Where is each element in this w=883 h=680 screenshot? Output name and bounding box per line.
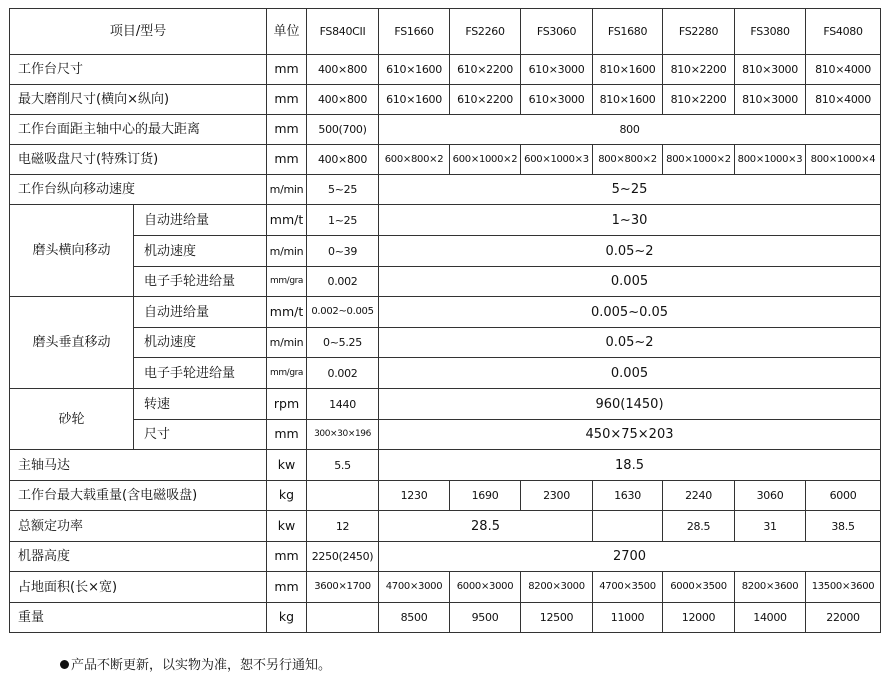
cell-value: 810×4000 bbox=[806, 55, 881, 85]
cell-value-merged: 0.05~2 bbox=[379, 236, 881, 267]
cell-value: 800×1000×3 bbox=[735, 145, 806, 175]
cell-value: 610×1600 bbox=[379, 55, 450, 85]
cell-value: 3600×1700 bbox=[307, 572, 379, 603]
cell-value: 610×2200 bbox=[450, 85, 521, 115]
row-unit: kg bbox=[267, 603, 307, 633]
cell-value-merged: 0.05~2 bbox=[379, 328, 881, 358]
cell-value: 5~25 bbox=[307, 175, 379, 205]
cell-value: 22000 bbox=[806, 603, 881, 633]
cell-value-merged: 0.005 bbox=[379, 267, 881, 297]
cell-value-merged: 960(1450) bbox=[379, 389, 881, 420]
row-unit: mm bbox=[267, 85, 307, 115]
row-vert-motor-speed bbox=[10, 328, 881, 358]
group-label: 磨头横向移动 bbox=[10, 205, 134, 297]
row-unit: mm/gra bbox=[267, 358, 307, 389]
row-spindle-motor bbox=[10, 450, 881, 481]
row-unit: rpm bbox=[267, 389, 307, 420]
cell-value bbox=[593, 511, 663, 542]
header-item: 项目/型号 bbox=[10, 9, 267, 55]
cell-value: 12500 bbox=[521, 603, 593, 633]
header-model: FS2280 bbox=[663, 9, 735, 55]
row-unit: m/min bbox=[267, 236, 307, 267]
cell-value-merged: 1~30 bbox=[379, 205, 881, 236]
header-model: FS1660 bbox=[379, 9, 450, 55]
row-max-load bbox=[10, 481, 881, 511]
cell-value: 6000×3500 bbox=[663, 572, 735, 603]
row-unit: mm/t bbox=[267, 205, 307, 236]
cell-value: 4700×3000 bbox=[379, 572, 450, 603]
cell-value: 5.5 bbox=[307, 450, 379, 481]
cell-value: 0~39 bbox=[307, 236, 379, 267]
cell-value: 6000 bbox=[806, 481, 881, 511]
cell-value: 810×2200 bbox=[663, 55, 735, 85]
row-total-power bbox=[10, 511, 881, 542]
row-wheel-size bbox=[10, 420, 881, 450]
row-label: 机动速度 bbox=[134, 328, 267, 358]
cell-value: 300×30×196 bbox=[307, 420, 379, 450]
cell-value: 400×800 bbox=[307, 145, 379, 175]
cell-value: 3060 bbox=[735, 481, 806, 511]
cell-value-merged: 18.5 bbox=[379, 450, 881, 481]
cell-value: 0.002~0.005 bbox=[307, 297, 379, 328]
row-unit: mm bbox=[267, 145, 307, 175]
row-unit: kw bbox=[267, 450, 307, 481]
row-unit: mm bbox=[267, 420, 307, 450]
cell-value: 38.5 bbox=[806, 511, 881, 542]
cell-value: 2250(2450) bbox=[307, 542, 379, 572]
spec-table bbox=[9, 8, 881, 633]
cell-value: 28.5 bbox=[663, 511, 735, 542]
cell-value: 810×4000 bbox=[806, 85, 881, 115]
row-cross-handwheel bbox=[10, 267, 881, 297]
row-max-grind bbox=[10, 85, 881, 115]
cell-value: 2300 bbox=[521, 481, 593, 511]
cell-value: 13500×3600 bbox=[806, 572, 881, 603]
row-label: 机器高度 bbox=[10, 542, 267, 572]
cell-value: 8500 bbox=[379, 603, 450, 633]
row-label: 总额定功率 bbox=[10, 511, 267, 542]
cell-value: 800×1000×2 bbox=[663, 145, 735, 175]
row-cross-auto-feed bbox=[10, 205, 881, 236]
cell-value: 1230 bbox=[379, 481, 450, 511]
cell-value: 8200×3000 bbox=[521, 572, 593, 603]
row-label: 工作台面距主轴中心的最大距离 bbox=[10, 115, 267, 145]
row-cross-motor-speed bbox=[10, 236, 881, 267]
row-unit: mm bbox=[267, 572, 307, 603]
row-label: 电子手轮进给量 bbox=[134, 358, 267, 389]
header-model: FS3080 bbox=[735, 9, 806, 55]
header-model: FS3060 bbox=[521, 9, 593, 55]
cell-value: 600×800×2 bbox=[379, 145, 450, 175]
row-floor-area bbox=[10, 572, 881, 603]
cell-value: 800×1000×4 bbox=[806, 145, 881, 175]
group-label: 磨头垂直移动 bbox=[10, 297, 134, 389]
row-label: 工作台尺寸 bbox=[10, 55, 267, 85]
cell-value-merged: 2700 bbox=[379, 542, 881, 572]
cell-value: 1630 bbox=[593, 481, 663, 511]
row-label: 最大磨削尺寸(横向×纵向) bbox=[10, 85, 267, 115]
cell-value: 4700×3500 bbox=[593, 572, 663, 603]
cell-value-merged: 28.5 bbox=[379, 511, 593, 542]
row-label: 重量 bbox=[10, 603, 267, 633]
row-table-size bbox=[10, 55, 881, 85]
header-unit: 单位 bbox=[267, 9, 307, 55]
footnote-text: 产品不断更新，以实物为准，恕不另行通知。 bbox=[71, 658, 332, 673]
header-model: FS1680 bbox=[593, 9, 663, 55]
row-vert-auto-feed bbox=[10, 297, 881, 328]
row-unit: mm bbox=[267, 55, 307, 85]
row-unit: mm bbox=[267, 115, 307, 145]
row-wheel-speed bbox=[10, 389, 881, 420]
cell-value-merged: 0.005 bbox=[379, 358, 881, 389]
cell-value: 610×3000 bbox=[521, 55, 593, 85]
cell-value: 0~5.25 bbox=[307, 328, 379, 358]
row-label: 电子手轮进给量 bbox=[134, 267, 267, 297]
header-model: FS840CII bbox=[307, 9, 379, 55]
cell-value-merged: 800 bbox=[379, 115, 881, 145]
row-unit: mm/gra bbox=[267, 267, 307, 297]
row-max-dist bbox=[10, 115, 881, 145]
cell-value: 810×1600 bbox=[593, 85, 663, 115]
cell-value: 12000 bbox=[663, 603, 735, 633]
row-unit: mm/t bbox=[267, 297, 307, 328]
cell-value: 600×1000×2 bbox=[450, 145, 521, 175]
cell-value: 500(700) bbox=[307, 115, 379, 145]
row-vert-handwheel bbox=[10, 358, 881, 389]
cell-value: 1690 bbox=[450, 481, 521, 511]
row-long-speed bbox=[10, 175, 881, 205]
bullet-icon bbox=[60, 660, 69, 669]
row-label: 工作台最大载重量(含电磁吸盘) bbox=[10, 481, 267, 511]
cell-value: 0.002 bbox=[307, 267, 379, 297]
row-unit: kw bbox=[267, 511, 307, 542]
row-label: 尺寸 bbox=[134, 420, 267, 450]
cell-value: 9500 bbox=[450, 603, 521, 633]
cell-value: 12 bbox=[307, 511, 379, 542]
cell-value: 1~25 bbox=[307, 205, 379, 236]
cell-value: 2240 bbox=[663, 481, 735, 511]
row-chuck bbox=[10, 145, 881, 175]
header-row bbox=[10, 9, 881, 55]
footnote bbox=[60, 654, 331, 673]
cell-value: 810×1600 bbox=[593, 55, 663, 85]
row-label: 工作台纵向移动速度 bbox=[10, 175, 267, 205]
cell-value bbox=[307, 603, 379, 633]
row-label: 自动进给量 bbox=[134, 205, 267, 236]
cell-value: 610×2200 bbox=[450, 55, 521, 85]
cell-value: 600×1000×3 bbox=[521, 145, 593, 175]
cell-value: 400×800 bbox=[307, 55, 379, 85]
cell-value bbox=[307, 481, 379, 511]
cell-value: 800×800×2 bbox=[593, 145, 663, 175]
row-label: 占地面积(长×宽) bbox=[10, 572, 267, 603]
cell-value-merged: 0.005~0.05 bbox=[379, 297, 881, 328]
row-label: 电磁吸盘尺寸(特殊订货) bbox=[10, 145, 267, 175]
row-label: 转速 bbox=[134, 389, 267, 420]
cell-value: 810×2200 bbox=[663, 85, 735, 115]
cell-value-merged: 5~25 bbox=[379, 175, 881, 205]
row-unit: kg bbox=[267, 481, 307, 511]
cell-value: 31 bbox=[735, 511, 806, 542]
cell-value: 1440 bbox=[307, 389, 379, 420]
row-weight bbox=[10, 603, 881, 633]
row-height bbox=[10, 542, 881, 572]
cell-value: 11000 bbox=[593, 603, 663, 633]
cell-value: 6000×3000 bbox=[450, 572, 521, 603]
cell-value: 610×3000 bbox=[521, 85, 593, 115]
cell-value: 14000 bbox=[735, 603, 806, 633]
cell-value-merged: 450×75×203 bbox=[379, 420, 881, 450]
cell-value: 810×3000 bbox=[735, 85, 806, 115]
cell-value: 0.002 bbox=[307, 358, 379, 389]
row-label: 机动速度 bbox=[134, 236, 267, 267]
cell-value: 8200×3600 bbox=[735, 572, 806, 603]
header-model: FS4080 bbox=[806, 9, 881, 55]
cell-value: 400×800 bbox=[307, 85, 379, 115]
row-unit: mm bbox=[267, 542, 307, 572]
group-label: 砂轮 bbox=[10, 389, 134, 450]
cell-value: 810×3000 bbox=[735, 55, 806, 85]
header-model: FS2260 bbox=[450, 9, 521, 55]
cell-value: 610×1600 bbox=[379, 85, 450, 115]
row-label: 自动进给量 bbox=[134, 297, 267, 328]
row-label: 主轴马达 bbox=[10, 450, 267, 481]
row-unit: m/min bbox=[267, 328, 307, 358]
row-unit: m/min bbox=[267, 175, 307, 205]
